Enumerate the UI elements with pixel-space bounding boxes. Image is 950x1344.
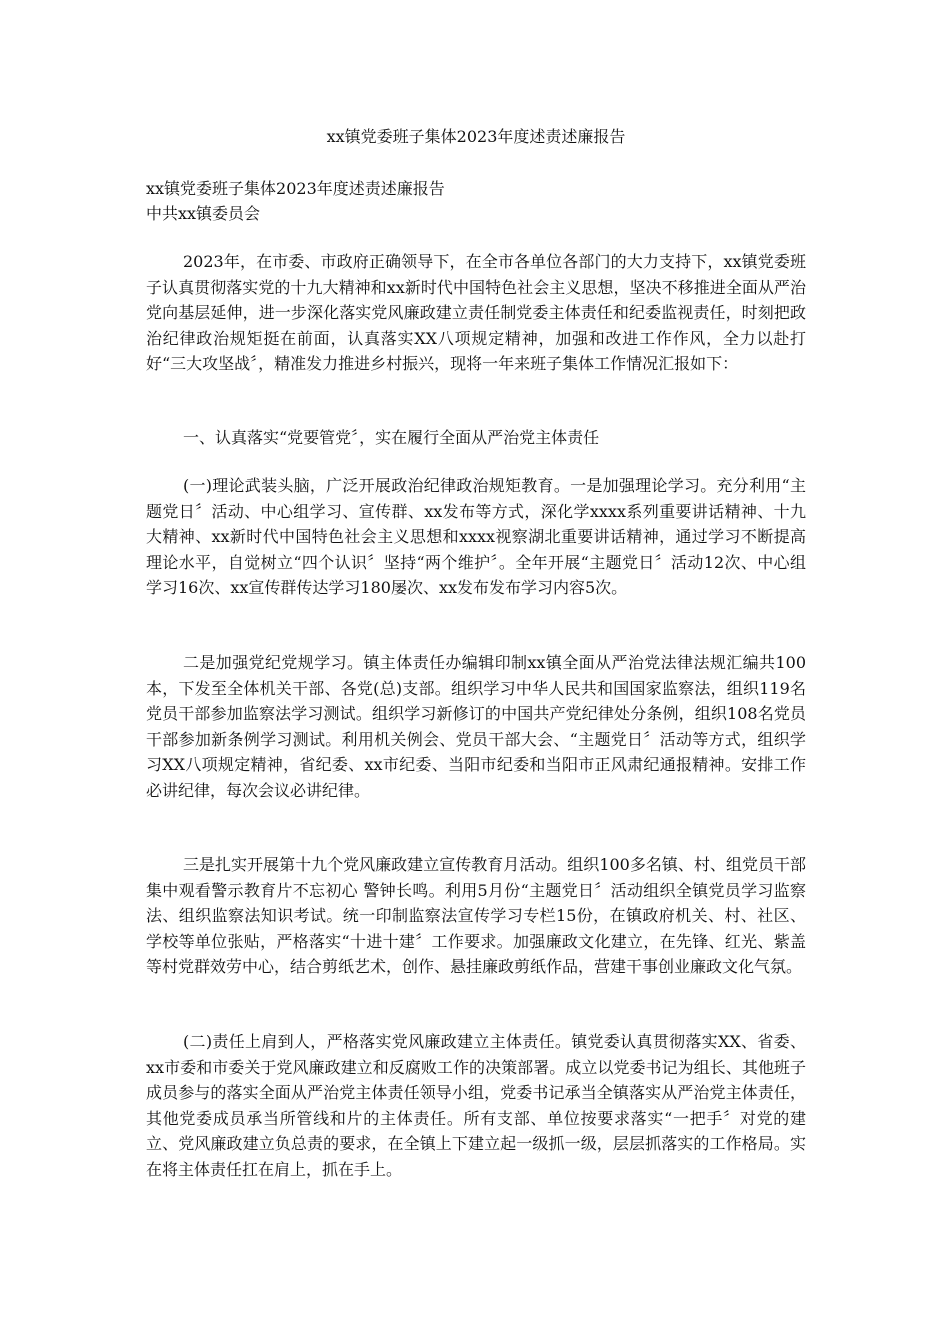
document-title: xx镇党委班子集体2023年度述责述廉报告 xyxy=(326,127,626,146)
paragraph-intro: 2023年，在市委、市政府正确领导下，在全市各单位各部门的大力支持下，xx镇党委班子认真贯彻落实党的十九大精神和xx新时代中国特色社会主义思想，坚决不移推进全面从严治党向基层延伸，进一步深化落实党风廉政建立责任制党委主体责任和纪委监视责任，时刻把政治纪律政治规矩挺在前面，认真落实XX八项规定精神，加强和改进工作作风，全力以赴打好“三大攻坚战〞，精准发力推进乡村振兴，现将一年来班子集体工作情况汇报如下： xyxy=(146,252,806,373)
issuing-organization: 中共xx镇委员会 xyxy=(146,204,261,223)
paragraph-discipline-study: 二是加强党纪党规学习。镇主体责任办编辑印制xx镇全面从严治党法律法规汇编共100本，下发至全体机关干部、各党(总)支部。组织学习中华人民共和国国家监察法，组织119名党员干部参加监察法学习测试。组织学习新修订的中国共产党纪律处分条例，组织108名党员干部参加新条例学习测试。利用机关例会、党员干部大会、“主题党日〞活动等方式，组织学习XX八项规定精神，省纪委、xx市纪委、当阳市纪委和当阳市正风肃纪通报精神。安排工作必讲纪律，每次会议必讲纪律。 xyxy=(146,653,806,800)
section-heading-1: 一、认真落实“党要管党〞，实在履行全面从严治党主体责任 xyxy=(183,428,600,447)
paragraph-theory-study: (一)理论武装头脑，广泛开展政治纪律政治规矩教育。一是加强理论学习。充分利用“主题党日〞活动、中心组学习、宣传群、xx发布等方式，深化学xxxx系列重要讲话精神、十九大精神、xx新时代中国特色社会主义思想和xxxx视察湖北重要讲话精神，通过学习不断提高理论水平，自觉树立“四个认识〞坚持“两个维护〞。全年开展“主题党日〞活动12次、中心组学习16次、xx宣传群传达学习180屡次、xx发布发布学习内容5次。 xyxy=(146,476,806,597)
paragraph-education-month: 三是扎实开展第十九个党风廉政建立宣传教育月活动。组织100多名镇、村、组党员干部集中观看警示教育片不忘初心 警钟长鸣。利用5月份“主题党日〞活动组织全镇党员学习监察法、组织监察法知识考试。统一印制监察法宣传学习专栏15份，在镇政府机关、村、社区、学校等单位张贴，严格落实“十进十建〞工作要求。加强廉政文化建立，在先锋、红光、紫盖等村党群效劳中心，结合剪纸艺术，创作、悬挂廉政剪纸作品，营建干事创业廉政文化气氛。 xyxy=(146,855,806,976)
paragraph-responsibility: (二)责任上肩到人，严格落实党风廉政建立主体责任。镇党委认真贯彻落实XX、省委、xx市委和市委关于党风廉政建立和反腐败工作的决策部署。成立以党委书记为组长、其他班子成员参与的落实全面从严治党主体责任领导小组，党委书记承当全镇落实从严治党主体责任，其他党委成员承当所管线和片的主体责任。所有支部、单位按要求落实“一把手〞对党的建立、党风廉政建立负总责的要求，在全镇上下建立起一级抓一级，层层抓落实的工作格局。实在将主体责任扛在肩上，抓在手上。 xyxy=(146,1032,806,1179)
report-heading: xx镇党委班子集体2023年度述责述廉报告 xyxy=(146,179,445,198)
